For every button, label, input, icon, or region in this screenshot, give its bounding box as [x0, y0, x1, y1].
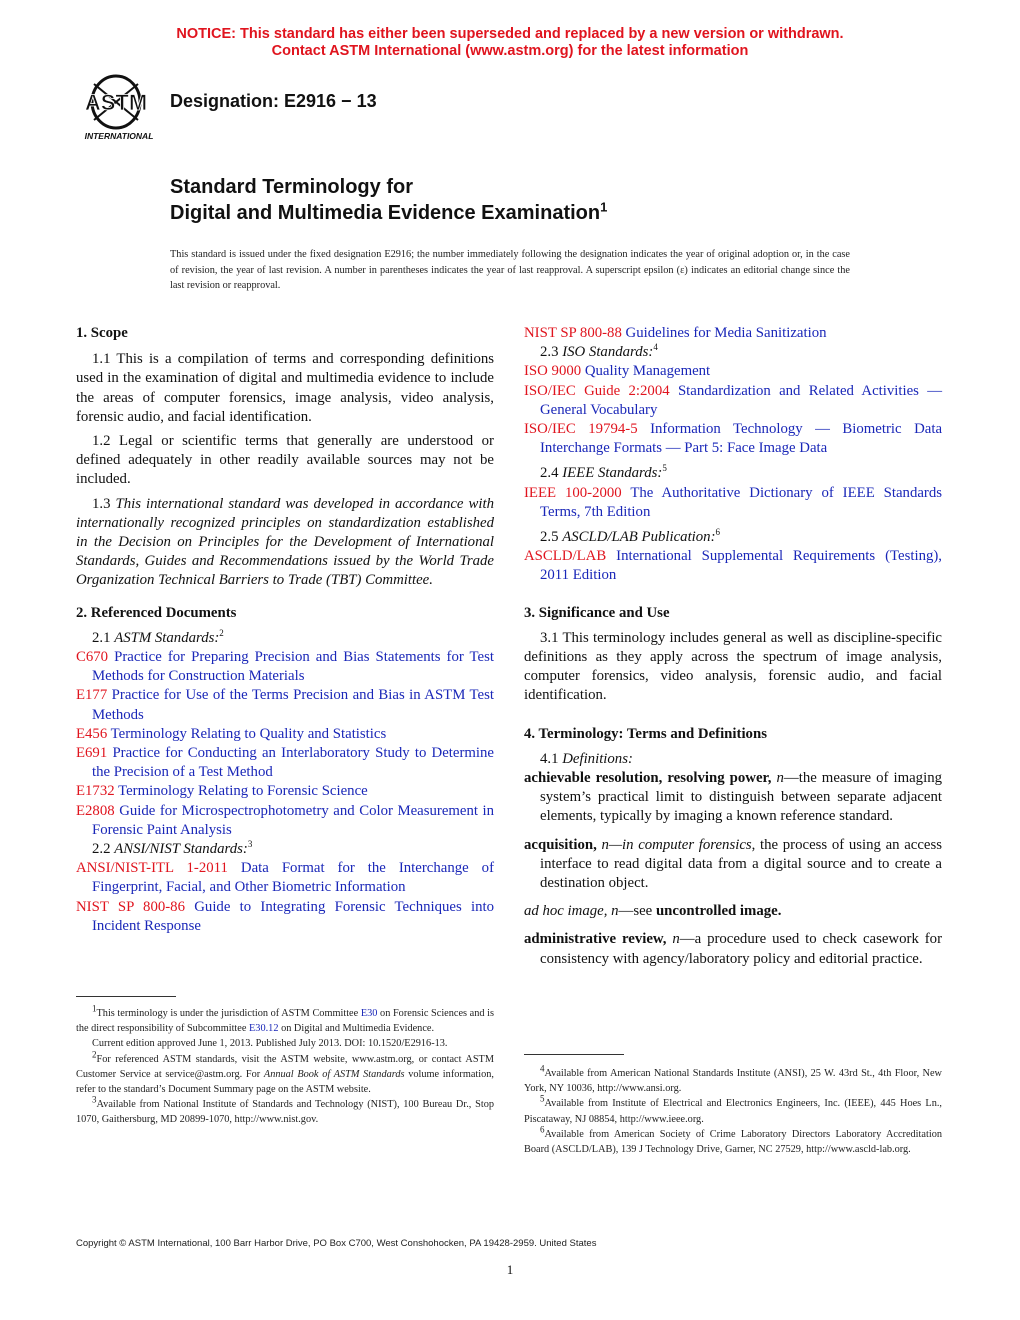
ansi-reference-list: [76, 859, 494, 936]
scope-1-1: 1.1 This is a compilation of terms and corresponding definitions used in the examination of digital and multimedia evidence to include the areas of computer forensics, image analysis, video analysis, forensic audio, and facial identification.: [76, 351, 494, 425]
reference-code-link[interactable]: C670: [76, 649, 109, 666]
page-number: 1: [506, 1262, 514, 1277]
notice-line-1: NOTICE: This standard has either been superseded and replaced by a new version or withdrawn.: [176, 26, 844, 42]
reference-code-link[interactable]: ANSI/NIST-ITL 1-2011: [76, 860, 228, 877]
footnote-2: $^2$For referenced ASTM standards, visit the ASTM website, www.astm.org, or contact ASTM Customer Service at service@astm.org. For Annual Book of ASTM Standards volume information, refer to the standard’s Document Summary page on the ASTM website.: [76, 1049, 494, 1096]
scope-1-3-text: This international standard was developed in accordance with internationally recognized principles on standardization established in the Decision on Principles for the Development of International Standards, Guides and Recommendations issued by the World Trade Organization Technical Barriers to Trade (TBT) Committee.: [76, 495, 494, 589]
footnote-5: $^5$Available from Institute of Electrical and Electronics Engineers, Inc. (IEEE), 445 Hoes Ln., Piscataway, NJ 08854, http://www.ieee.org.: [524, 1093, 942, 1125]
reference-entry: [524, 547, 942, 585]
reference-title-link[interactable]: Quality Management: [584, 363, 711, 380]
footnote-4: $^4$Available from American National Standards Institute (ANSI), 25 W. 43rd St., 4th Floor, New York, NY 10036, http://www.ansi.org.: [524, 1063, 942, 1095]
reference-title-link[interactable]: Data Format for the Interchange of Fingerprint, Facial, and Other Biometric Information: [92, 860, 494, 896]
term-administrative-review: administrative review, n—a procedure used to check casework for consistency with agency/laboratory policy and editorial practice.: [524, 931, 942, 967]
reference-code-link[interactable]: NIST SP 800-88: [524, 325, 622, 341]
logo-subtext: INTERNATIONAL: [84, 131, 154, 141]
term-achievable-resolution: achievable resolution, resolving power, n—the measure of imaging system’s practical limit to distinguish between separate adjacent elements, typically by imaging a known reference standard.: [524, 770, 942, 825]
reference-code-link[interactable]: E691: [76, 745, 108, 762]
right-footnote-rule: [524, 1054, 624, 1055]
section-scope-heading: 1. Scope: [76, 325, 128, 341]
reference-entry: [76, 725, 494, 744]
reference-title-link[interactable]: Guide to Integrating Forensic Techniques into Incident Response: [92, 898, 495, 934]
issuance-note: This standard is issued under the fixed designation E2916; the number immediately following the designation indicates the year of original adoption or, in the case of revision, the year of last revision. A number in parentheses indicates the year of last reapproval. A superscript epsilon (ε) indicates an editorial change since the last revision or reapproval.: [170, 249, 850, 291]
document-title: [170, 174, 607, 226]
footnote-link-e30-12[interactable]: E30.12: [249, 1023, 279, 1035]
reference-entry: [524, 324, 942, 343]
astm-reference-list: [76, 648, 494, 840]
reference-entry: [524, 484, 942, 522]
reference-code-link[interactable]: E2808: [76, 802, 115, 819]
reference-code-link[interactable]: ISO/IEC Guide 2:2004: [524, 382, 670, 399]
reference-entry: [76, 898, 494, 936]
left-footnotes: [76, 1003, 495, 1128]
reference-code-link[interactable]: ISO/IEC 19794-5: [524, 421, 638, 438]
reference-code-link[interactable]: E456: [76, 725, 108, 742]
section-significance-heading: 3. Significance and Use: [524, 604, 670, 621]
ieee-reference-list: [524, 484, 942, 522]
right-footnotes: [524, 1063, 942, 1157]
section-terminology-heading: 4. Terminology: Terms and Definitions: [524, 725, 767, 742]
scope-1-2: 1.2 Legal or scientific terms that generally are understood or defined adequately in other readily available sources may not be included.: [76, 433, 494, 488]
iso-reference-list: [524, 362, 942, 458]
reference-code-link[interactable]: NIST SP 800-86: [76, 898, 185, 915]
footnote-1: $^1$This terminology is under the jurisdiction of ASTM Committee E30 on Forensic Sciences and is the direct responsibility of Subcommittee E30.12 on Digital and Multimedia Evidence.: [76, 1003, 495, 1035]
astm-logo-icon: [76, 72, 162, 142]
reference-code-link[interactable]: ISO 9000: [524, 363, 582, 380]
reference-entry: [524, 382, 942, 420]
title-footnote-mark: 1: [600, 199, 608, 215]
reference-entry: [76, 782, 494, 801]
reference-title-link[interactable]: Practice for Use of the Terms Precision and Bias in ASTM Test Methods: [92, 687, 494, 723]
reference-code-link[interactable]: E1732: [76, 783, 115, 800]
scope-1-3: [76, 495, 494, 591]
designation: Designation: E2916 − 13: [170, 91, 377, 111]
logo-text: ASTM: [84, 90, 148, 115]
withdrawal-notice: [0, 26, 1020, 60]
ieee-standards-label: 2.4 IEEE Standards:$^5$: [540, 463, 667, 482]
ascld-publication-label: 2.5 ASCLD/LAB Publication:$^6$: [540, 527, 721, 546]
reference-entry: [76, 744, 494, 782]
footnote-1-current-edition: Current edition approved June 1, 2013. Published July 2013. DOI: 10.1520/E2916-13.: [92, 1038, 448, 1050]
iso-standards-label: 2.3 ISO Standards:$^4$: [540, 342, 658, 361]
reference-code-link[interactable]: IEEE 100-2000: [524, 484, 622, 501]
reference-entry: [524, 362, 942, 381]
reference-entry: [76, 802, 494, 840]
ansi-standards-label: 2.2 ANSI/NIST Standards:$^3$: [92, 839, 253, 858]
significance-3-1: 3.1 This terminology includes general as well as discipline-specific definitions as they apply across the spectrum of image analysis, computer forensics, video analysis, forensic audio, and facial identification.: [524, 629, 942, 704]
reference-code-link[interactable]: ASCLD/LAB: [524, 548, 607, 565]
definitions-label: 4.1 Definitions:: [540, 750, 633, 767]
reference-entry: [76, 648, 494, 686]
reference-title-link[interactable]: The Authoritative Dictionary of IEEE Standards Terms, 7th Edition: [540, 484, 942, 520]
scope-1-3-number: 1.3: [92, 495, 111, 512]
reference-title-link[interactable]: Guide for Microspectrophotometry and Color Measurement in Forensic Paint Analysis: [92, 802, 495, 838]
title-line-2: Digital and Multimedia Evidence Examination: [170, 202, 601, 224]
term-ad-hoc-image: ad hoc image, n—see uncontrolled image.: [524, 903, 782, 920]
notice-line-2: Contact ASTM International (www.astm.org) for the latest information: [271, 43, 749, 59]
reference-title-link[interactable]: Guidelines for Media Sanitization: [625, 325, 827, 341]
left-column: [76, 324, 494, 936]
reference-title-link[interactable]: Practice for Preparing Precision and Bias Statements for Test Methods for Construction Materials: [92, 649, 494, 685]
reference-title-link[interactable]: Information Technology — Biometric Data Interchange Formats — Part 5: Face Image Data: [540, 421, 943, 457]
reference-title-link[interactable]: Terminology Relating to Quality and Statistics: [110, 725, 387, 742]
reference-entry: [76, 686, 494, 724]
footnote-6: $^6$Available from American Society of Crime Laboratory Directors Laboratory Accreditation Board (ASCLD/LAB), 139 J Technology Drive, Garner, NC 27529, http://www.ascld-lab.org.: [524, 1124, 942, 1156]
astm-logo: [76, 72, 162, 142]
astm-standards-label: 2.1 ASTM Standards:$^2$: [92, 627, 224, 646]
reference-entry: [524, 420, 942, 458]
ascld-reference-list: [524, 547, 942, 585]
right-column: [524, 324, 942, 969]
term-acquisition: acquisition, n—in computer forensics, the process of using an access interface to read digital data from a digital source and to create a destination object.: [524, 836, 942, 892]
reference-title-link[interactable]: Practice for Conducting an Interlaboratory Study to Determine the Precision of a Test Method: [92, 745, 494, 781]
reference-title-link[interactable]: International Supplemental Requirements (Testing), 2011 Edition: [540, 548, 942, 584]
copyright-footer: Copyright © ASTM International, 100 Barr Harbor Drive, PO Box C700, West Conshohocken, PA 19428-2959. United States: [76, 1238, 597, 1249]
title-line-1: Standard Terminology for: [170, 176, 413, 198]
reference-title-link[interactable]: Terminology Relating to Forensic Science: [118, 783, 368, 800]
reference-title-link[interactable]: Standardization and Related Activities — General Vocabulary: [540, 382, 943, 418]
ansi-reference-list-continued: [524, 324, 942, 343]
section-references-heading: 2. Referenced Documents: [76, 604, 237, 621]
footnote-link-e30[interactable]: E30: [360, 1008, 378, 1019]
left-footnote-rule: [76, 996, 176, 997]
reference-code-link[interactable]: E177: [76, 687, 108, 704]
footnote-3: $^3$Available from National Institute of Standards and Technology (NIST), 100 Bureau Dr., Stop 1070, Gaithersburg, MD 20899-1070, http://www.nist.gov.: [76, 1094, 494, 1126]
reference-entry: [76, 859, 494, 897]
